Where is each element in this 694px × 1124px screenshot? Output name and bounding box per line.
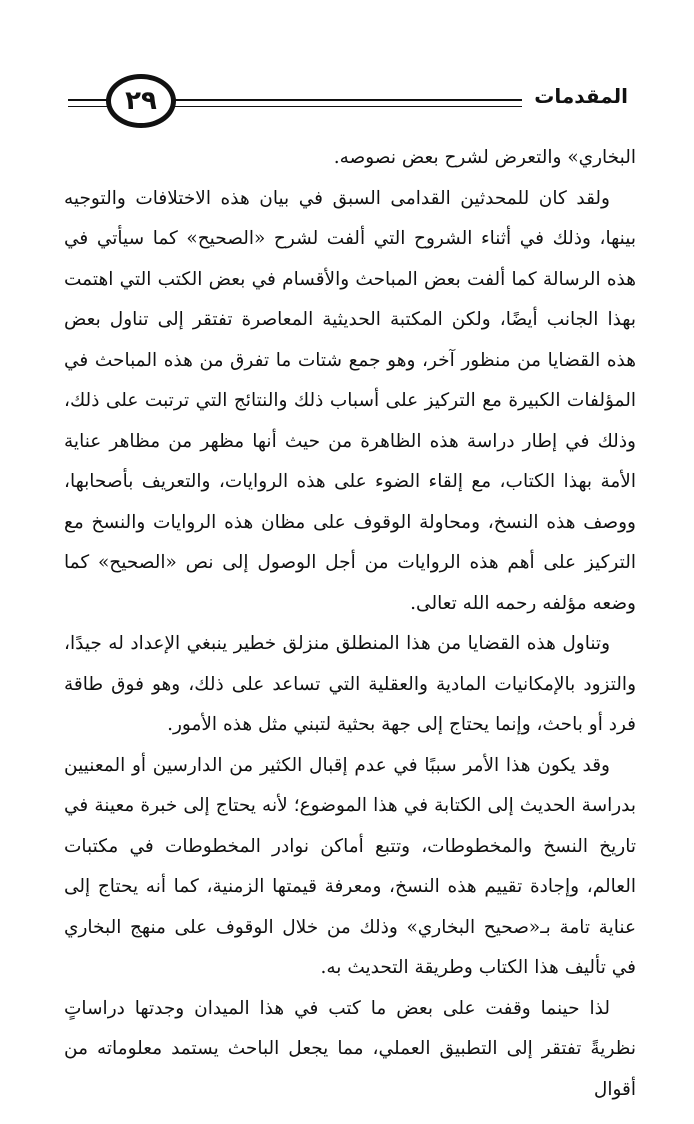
paragraph-5: لذا حينما وقفت على بعض ما كتب في هذا الميدان وجدتها دراساتٍ نظريةً تفتقر إلى التطبيق العملي، مما يجعل الباحث يستمد معلوماته من أقوال <box>64 997 636 1100</box>
page-number: ٢٩ <box>125 86 157 116</box>
page-header <box>68 72 628 130</box>
paragraph-2: ولقد كان للمحدثين القدامى السبق في بيان هذه الاختلافات والتوجيه بينها، وذلك في أثناء الشروح التي ألفت لشرح «الصحيح» كما سيأتي في هذه الرسالة كما ألفت بعض المباحث والأقسام في بعض الكتب التي اهتمت بهذا الجانب أيضًا، ولكن المكتبة الحديثية المعاصرة تفتقر إلى تناول بعض هذه القضايا من منظور آخر، وهو جمع شتات ما تفرق من هذه المباحث في المؤلفات الكبيرة مع التركيز على أسباب ذلك والنتائج التي ترتبت على ذلك، وذلك في إطار دراسة هذه الظاهرة من حيث أنها مظهر من مظاهر عناية الأمة بهذا الكتاب، مع إلقاء الضوء على هذه الروايات، والتعريف بأصحابها، ووصف هذه النسخ، ومحاولة الوقوف على مظان هذه الروايات والنسخ مع التركيز على أهم هذه الروايات من أجل الوصول إلى نص «الصحيح» كما وضعه مؤلفه رحمه الله تعالى. <box>64 187 636 614</box>
paragraph-4: وقد يكون هذا الأمر سببًا في عدم إقبال الكثير من الدارسين أو المعنيين بدراسة الحديث إلى الكتابة في هذا الموضوع؛ لأنه يحتاج إلى خبرة معينة في تاريخ النسخ والمخطوطات، وتتبع أماكن نوادر المخطوطات في مكتبات العالم، وإجادة تقييم هذه النسخ، ومعرفة قيمتها الزمنية، كما أنه يحتاج إلى عناية تامة بـ«صحيح البخاري» وذلك من خلال الوقوف على منهج البخاري في تأليف هذا الكتاب وطريقة التحديث به. <box>64 754 636 978</box>
paragraph-1: البخاري» والتعرض لشرح بعض نصوصه. <box>333 147 636 168</box>
body-text <box>64 138 636 1110</box>
section-title: المقدمات <box>522 82 628 110</box>
page-number-circle <box>106 74 176 128</box>
paragraph-3: وتناول هذه القضايا من هذا المنطلق منزلق خطير ينبغي الإعداد له جيدًا، والتزود بالإمكانيات المادية والعقلية التي تساعد على ذلك، وهو فوق طاقة فرد أو باحث، وإنما يحتاج إلى جهة بحثية لتبني مثل هذه الأمور. <box>64 633 636 735</box>
